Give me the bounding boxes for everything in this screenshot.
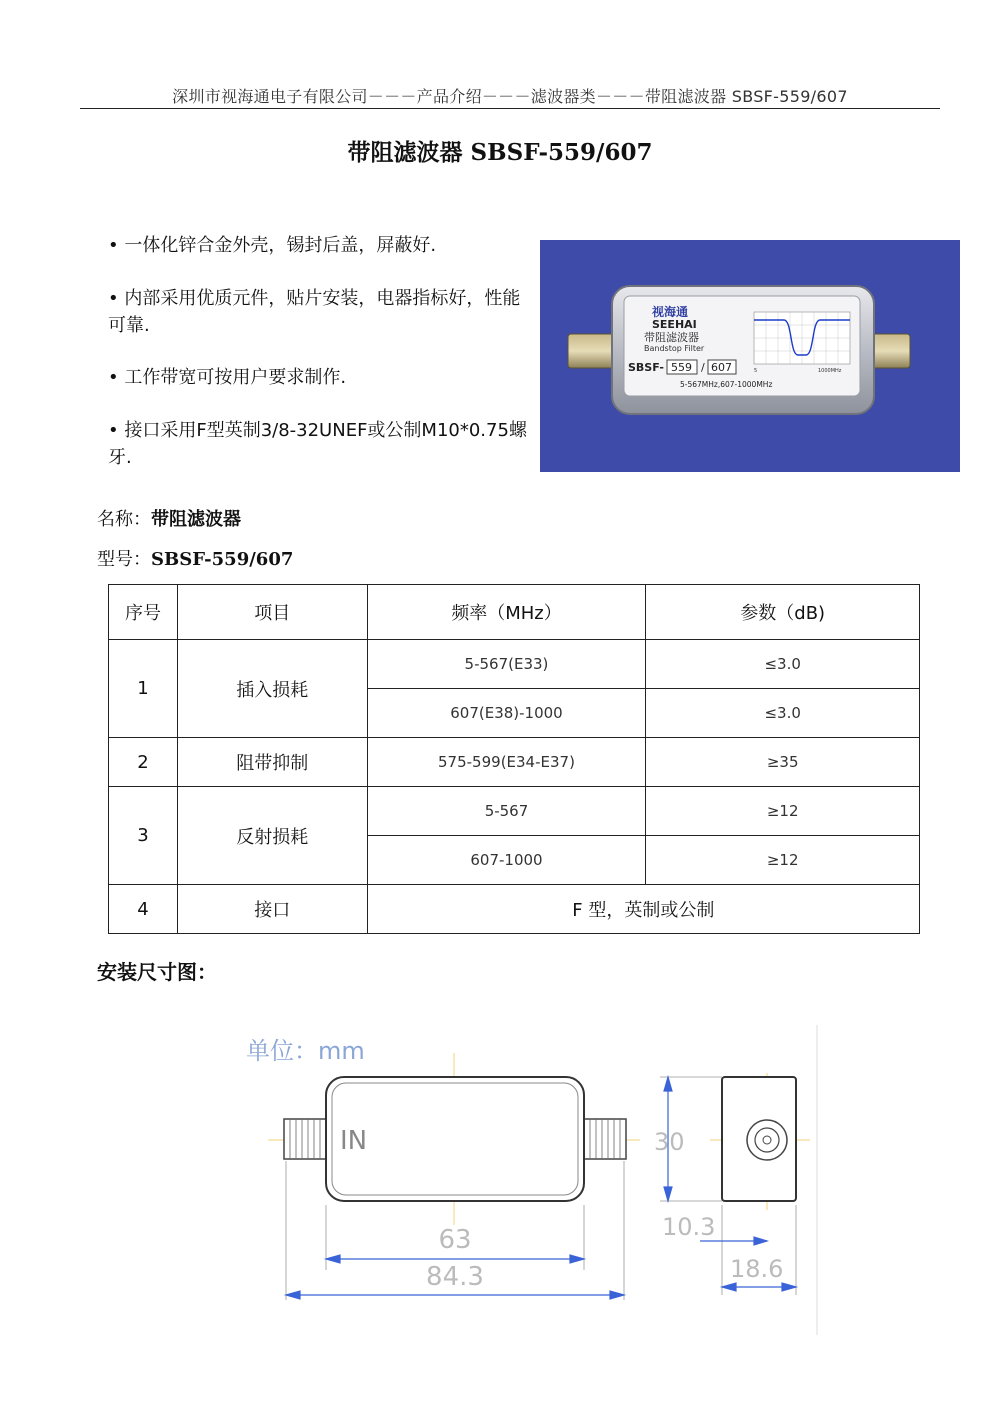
row-frequency: 607-1000: [367, 836, 646, 885]
row-param: ≥12: [646, 836, 920, 885]
drawing-left-connector: [284, 1119, 330, 1159]
feature-bullet-4: • 接口采用F型英制3/8-32UNEF或公制M10*0.75螺牙.: [108, 420, 527, 468]
label-model-b: 607: [711, 361, 732, 374]
col-header-no: 序号: [109, 585, 178, 640]
col-header-frequency: 频率（MHz）: [367, 585, 646, 640]
row-frequency: 5-567: [367, 787, 646, 836]
table-row: [109, 787, 920, 836]
row-no: 3: [109, 787, 178, 885]
table-row: [109, 885, 920, 934]
unit-label: 单位：mm: [246, 1037, 365, 1065]
feature-bullet-2: • 内部采用优质元件，贴片安装，电器指标好，性能可靠.: [108, 288, 521, 336]
dimension-drawing: [230, 1025, 820, 1335]
graph-start-label: 5: [754, 368, 758, 374]
table-row: [109, 640, 920, 689]
feature-bullet-3: • 工作带宽可按用户要求制作.: [108, 367, 347, 388]
graph-end-label: 1000MHz: [818, 368, 842, 374]
side-view-port-outer: [747, 1120, 787, 1160]
page-title: 带阻滤波器 SBSF-559/607: [347, 139, 653, 166]
header-divider: [80, 108, 940, 109]
row-span-value: F 型，英制或公制: [367, 885, 919, 934]
spec-table: [108, 584, 920, 934]
row-no: 4: [109, 885, 178, 934]
product-model-value: SBSF-559/607: [151, 549, 294, 570]
install-dimensions-heading: 安装尺寸图：: [97, 960, 217, 984]
label-product-cn: 带阻滤波器: [644, 331, 699, 344]
row-param: ≥35: [646, 738, 920, 787]
dim-height: 30: [654, 1128, 685, 1156]
dim-body-length: 63: [438, 1225, 472, 1255]
label-model-prefix: SBSF-: [628, 361, 664, 374]
page-header-breadcrumb: 深圳市视海通电子有限公司－－－产品介绍－－－滤波器类－－－带阻滤波器 SBSF-559/607: [172, 87, 848, 106]
feature-bullet-1: • 一体化锌合金外壳，锡封后盖，屏蔽好.: [108, 235, 437, 256]
product-model-line: [97, 545, 293, 571]
row-frequency: 5-567(E33): [367, 640, 646, 689]
table-header-row: [109, 585, 920, 640]
table-row: [109, 738, 920, 787]
row-param: ≥12: [646, 787, 920, 836]
row-no: 2: [109, 738, 178, 787]
row-item: 插入损耗: [177, 640, 367, 738]
label-brand-en: SEEHAI: [652, 318, 697, 331]
product-name-label: 名称：: [97, 509, 151, 530]
row-item: 接口: [177, 885, 367, 934]
row-param: ≤3.0: [646, 689, 920, 738]
col-header-item: 项目: [177, 585, 367, 640]
row-frequency: 607(E38)-1000: [367, 689, 646, 738]
product-photo: [540, 240, 960, 472]
col-header-param: 参数（dB): [646, 585, 920, 640]
port-in-label: IN: [340, 1126, 368, 1156]
product-name-value: 带阻滤波器: [151, 509, 241, 530]
row-param: ≤3.0: [646, 640, 920, 689]
label-product-en: Bandstop Filter: [644, 344, 705, 353]
row-frequency: 575-599(E34-E37): [367, 738, 646, 787]
row-no: 1: [109, 640, 178, 738]
drawing-right-connector: [580, 1119, 626, 1159]
product-name-line: [97, 505, 241, 531]
row-item: 阻带抑制: [177, 738, 367, 787]
label-model-sep: /: [701, 361, 705, 374]
label-freq-note: 5-567MHz,607-1000MHz: [680, 380, 773, 389]
product-photo-illustration: [540, 240, 960, 472]
dim-offset: 10.3: [662, 1213, 716, 1241]
label-model-a: 559: [671, 361, 692, 374]
row-item: 反射损耗: [177, 787, 367, 885]
product-model-label: 型号：: [97, 549, 151, 570]
dim-width: 18.6: [730, 1255, 784, 1283]
dim-total-length: 84.3: [426, 1262, 484, 1292]
dimension-drawing-svg: [230, 1025, 820, 1335]
label-brand-cn: 视海通: [652, 305, 689, 319]
